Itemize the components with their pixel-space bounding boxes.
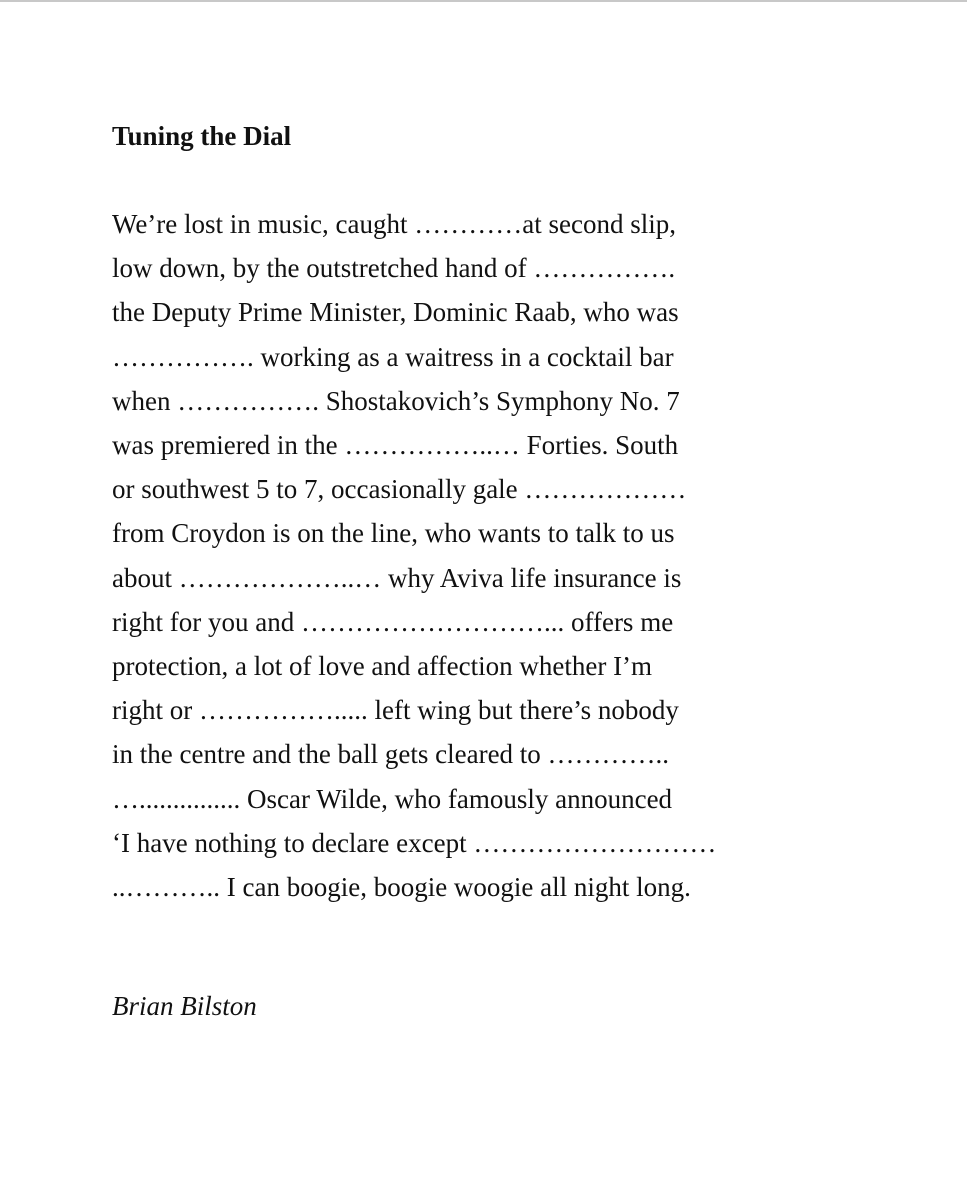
poem-line-4: ……………. working as a waitress in a cocktail bar [112,341,674,372]
poem-line-9: about ………………..… why Aviva life insurance is [112,562,682,593]
poem-title: Tuning the Dial [112,121,292,151]
poem-line-13: in the centre and the ball gets cleared to ………….. [112,739,670,770]
poem-line-6: was premiered in the ……………..… Forties. South [112,430,679,461]
poem-line-10: right for you and ………………………... offers me [112,606,674,637]
poem-line-8: from Croydon is on the line, who wants to talk to us [112,518,675,549]
poem-line-2: low down, by the outstretched hand of ……………. [112,253,676,284]
poem-line-1: We’re lost in music, caught …………at second slip, [112,209,676,239]
poem-line-12: right or ……………..... left wing but there’s nobody [112,695,679,726]
poem-line-7: or southwest 5 to 7, occasionally gale ……………… [112,474,687,505]
poem-line-11: protection, a lot of love and affection whether I’m [112,651,653,682]
poem-line-14: …............... Oscar Wilde, who famously announced [112,783,673,814]
poem-author: Brian Bilston [112,991,257,1021]
poem-line-15: ‘I have nothing to declare except ……………………… [112,827,717,858]
poem-line-16: ..……….. I can boogie, boogie woogie all night long. [112,872,691,903]
top-border [0,0,967,2]
poem-body [112,202,932,909]
poem-line-5: when ……………. Shostakovich’s Symphony No. 7 [112,385,680,416]
poem-line-3: the Deputy Prime Minister, Dominic Raab, who was [112,297,679,328]
